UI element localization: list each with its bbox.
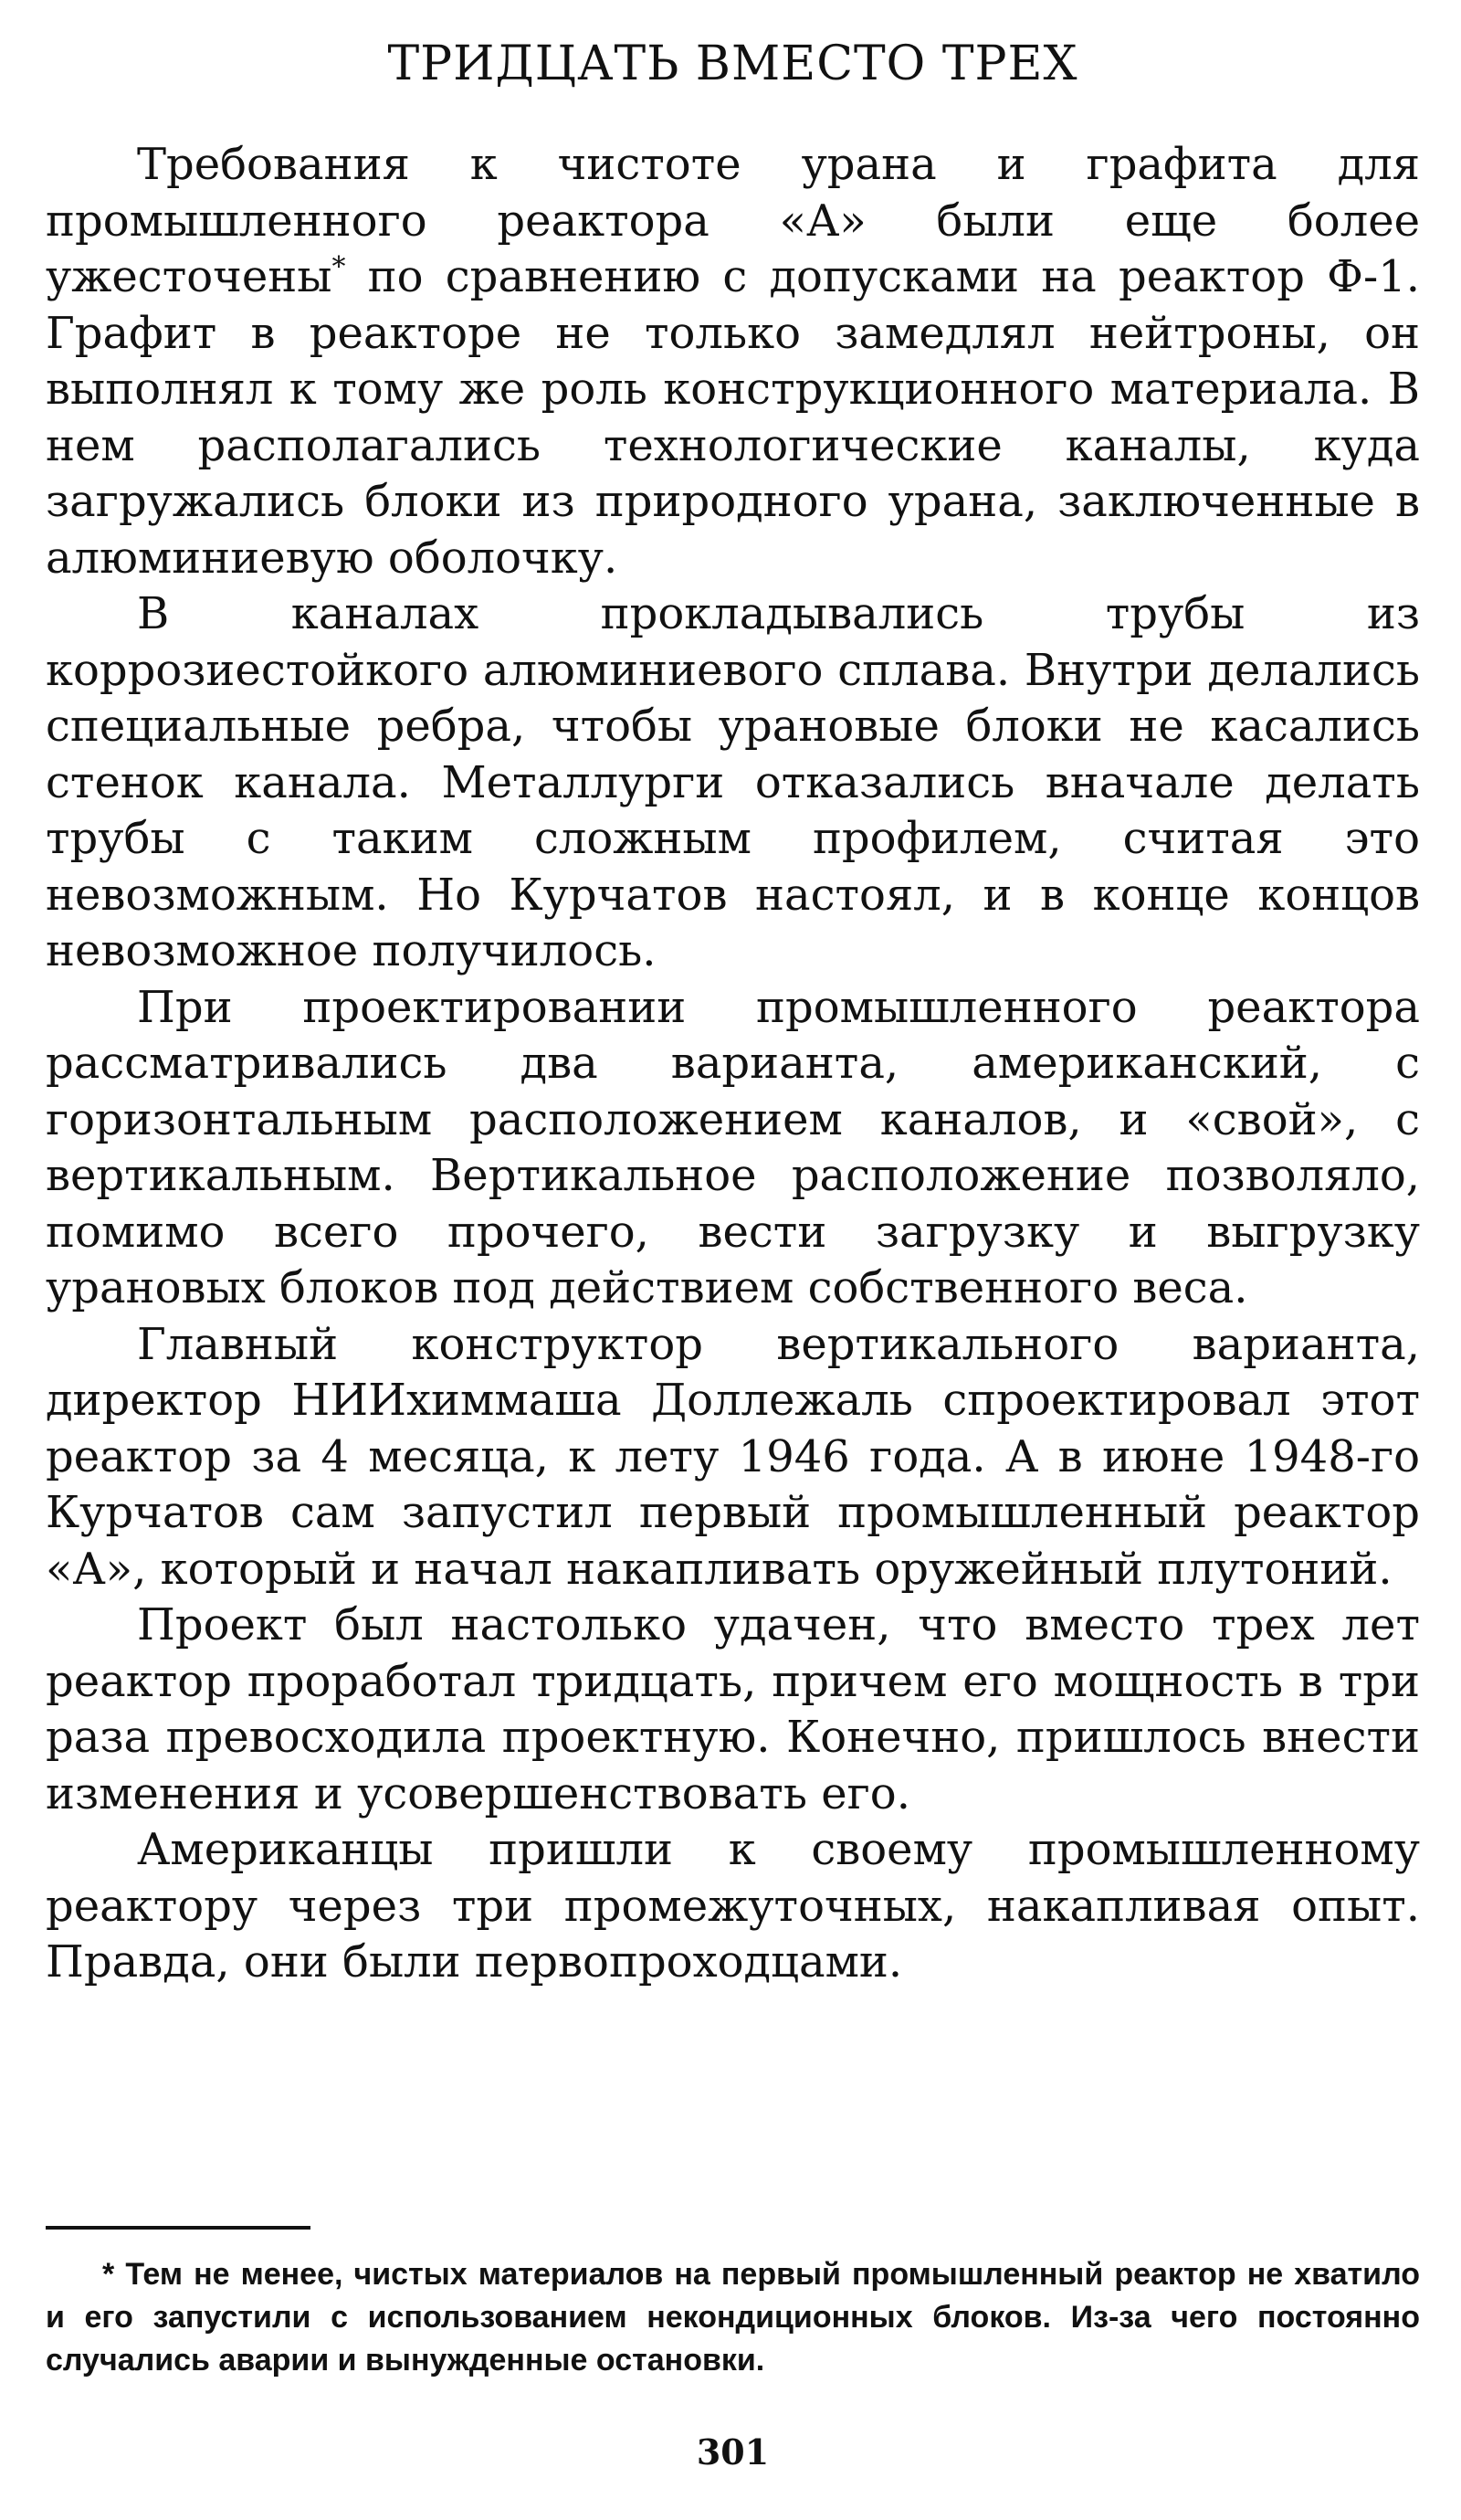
paragraph-6: Американцы пришли к своему промышленному реактору через три промежуточных, накапливая опыт. Правда, они были первопроходцами. (46, 1824, 1420, 1988)
footnote-reference-mark: * (331, 251, 346, 283)
page-title: ТРИДЦАТЬ ВМЕСТО ТРЕХ (387, 37, 1078, 91)
footnote-mark: * (102, 2257, 115, 2292)
footnote-text: Тем не менее, чистых материалов на первый промышленный реактор не хватило и его запустили с использованием некондиционных блоков. Из-за чего постоянно случались аварии и вынужденные остановки. (46, 2257, 1420, 2378)
paragraph-3: При проектировании промышленного реактора рассматривались два варианта, американский, с горизонтальным расположением каналов, и «свой», с вертикальным. Вертикальное расположение позволяло, помимо всего прочего, вести загрузку и выгрузку урановых блоков под действием собственного веса. (46, 981, 1420, 1313)
book-page (46, 0, 1420, 2520)
footnote (46, 2253, 1420, 2382)
footnote-divider (46, 2226, 310, 2230)
main-text (46, 137, 1420, 1991)
paragraph-1 (46, 137, 1420, 586)
paragraph-1-text-end: по сравнению с допусками на реактор Ф-1. Графит в реакторе не только замедлял нейтроны, он выполнял к тому же роль конструкционного материала. В нем располагались технологические каналы, куда загружались блоки из природного урана, заключенные в алюминиевую оболочку. (46, 251, 1420, 584)
paragraph-4: Главный конструктор вертикального варианта, директор НИИхиммаша Доллежаль спроектировал этот реактор за 4 месяца, к лету 1946 года. А в июне 1948-го Курчатов сам запустил первый промышленный реактор «А», который и начал накапливать оружейный плутоний. (46, 1318, 1420, 1595)
paragraph-5: Проект был настолько удачен, что вместо трех лет реактор проработал тридцать, причем его мощность в три раза превосходила проектную. Конечно, пришлось внести изменения и усовершенствовать его. (46, 1599, 1420, 1819)
page-number: 301 (696, 2431, 770, 2473)
paragraph-1-text-start: Требования к чистоте урана и графита для промышленного реактора «А» были еще более ужесточены (46, 139, 1420, 302)
paragraph-2: В каналах прокладывались трубы из коррозиестойкого алюминиевого сплава. Внутри делались специальные ребра, чтобы урановые блоки не касались стенок канала. Металлурги отказались вначале делать трубы с таким сложным профилем, считая это невозможным. Но Курчатов настоял, и в конце концов невозможное получилось. (46, 588, 1420, 976)
